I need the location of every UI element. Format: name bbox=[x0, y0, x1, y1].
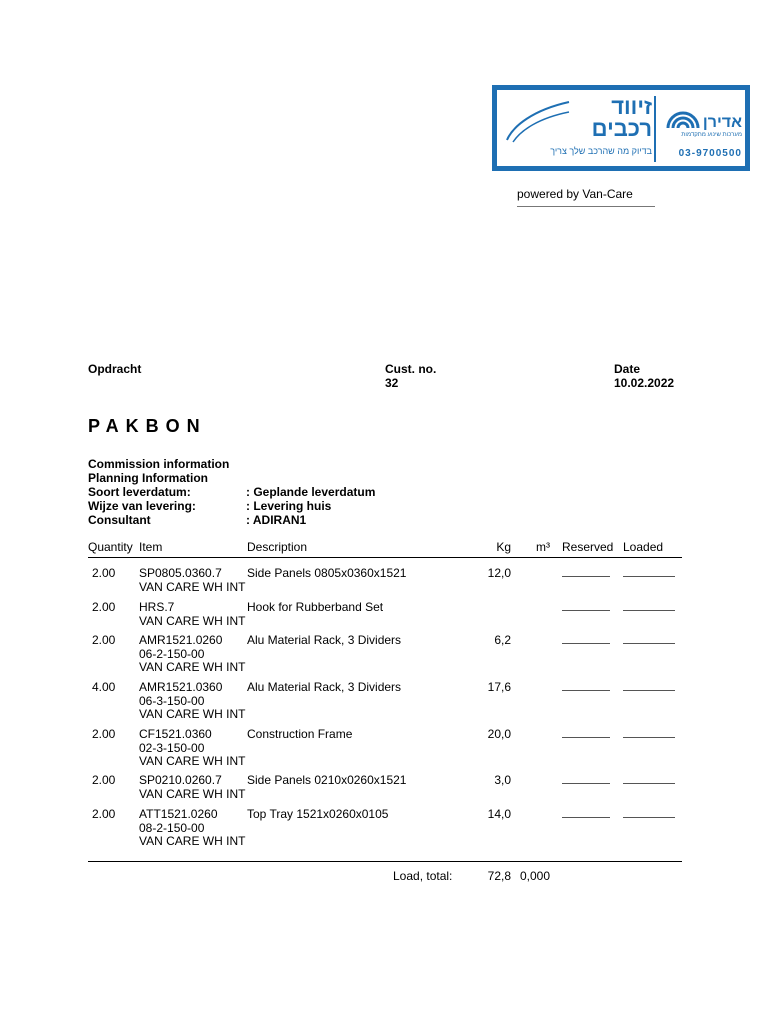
row-kg: 6,2 bbox=[494, 633, 511, 647]
m3-total: 0,000 bbox=[519, 869, 550, 883]
opdracht-label: Opdracht bbox=[88, 362, 142, 376]
custno-label: Cust. no. bbox=[385, 362, 437, 376]
header-rule bbox=[88, 557, 682, 558]
col-header-kg: Kg bbox=[496, 540, 511, 554]
row-description: Top Tray 1521x0260x0105 bbox=[247, 807, 389, 821]
row-item-code: AMR1521.0260 bbox=[139, 633, 223, 647]
row-item-warehouse: VAN CARE WH INT bbox=[139, 579, 246, 594]
logo-title-line1: זיווד bbox=[611, 94, 652, 119]
powered-by-text: powered by Van-Care bbox=[517, 187, 633, 201]
company-logo bbox=[492, 85, 750, 171]
row-loaded-blank bbox=[623, 808, 675, 818]
logo-divider bbox=[654, 96, 656, 162]
custno-value: 32 bbox=[385, 376, 399, 390]
commission-heading: Commission information bbox=[88, 457, 230, 471]
row-kg: 12,0 bbox=[487, 566, 511, 580]
row-item-code: SP0805.0360.7 bbox=[139, 566, 222, 580]
row-item-code: ATT1521.0260 bbox=[139, 807, 218, 821]
col-header-quantity: Quantity bbox=[88, 540, 133, 554]
col-header-reserved: Reserved bbox=[562, 540, 614, 554]
col-header-m3: m³ bbox=[536, 540, 550, 554]
row-item-warehouse: VAN CARE WH INT bbox=[139, 834, 246, 848]
load-total-label: Load, total: bbox=[393, 869, 453, 883]
info-value-consultant: : ADIRAN1 bbox=[246, 513, 307, 527]
row-quantity: 2.00 bbox=[92, 633, 116, 647]
col-header-description: Description bbox=[247, 540, 308, 554]
row-item-code: CF1521.0360 bbox=[139, 727, 212, 741]
row-quantity: 2.00 bbox=[92, 807, 116, 821]
logo-title-line2: רכבים bbox=[591, 116, 652, 141]
row-kg: 17,6 bbox=[487, 680, 511, 694]
row-reserved-blank bbox=[562, 808, 610, 818]
row-item-location: 06-3-150-00 bbox=[139, 693, 205, 708]
row-reserved-blank bbox=[562, 774, 610, 784]
row-item-location: 06-2-150-00 bbox=[139, 646, 205, 661]
footer-rule bbox=[88, 861, 682, 862]
row-loaded-blank bbox=[623, 728, 675, 738]
document-title: PAKBON bbox=[88, 416, 207, 436]
row-item-warehouse: VAN CARE WH INT bbox=[139, 660, 246, 674]
row-quantity: 2.00 bbox=[92, 727, 116, 741]
row-loaded-blank bbox=[623, 774, 675, 784]
row-reserved-blank bbox=[562, 634, 610, 644]
row-item-warehouse: VAN CARE WH INT bbox=[139, 786, 246, 801]
row-reserved-blank bbox=[562, 601, 610, 611]
logo-phone: 03-9700500 bbox=[678, 148, 742, 159]
row-kg: 14,0 bbox=[487, 807, 511, 821]
row-quantity: 2.00 bbox=[92, 600, 116, 614]
row-item-code: SP0210.0260.7 bbox=[139, 773, 222, 787]
col-header-loaded: Loaded bbox=[623, 540, 664, 554]
row-quantity: 2.00 bbox=[92, 773, 116, 787]
row-quantity: 4.00 bbox=[92, 680, 116, 694]
row-item-warehouse: VAN CARE WH INT bbox=[139, 613, 246, 628]
row-description: Side Panels 0210x0260x1521 bbox=[247, 773, 407, 787]
row-loaded-blank bbox=[623, 601, 675, 611]
info-label-consultant: Consultant bbox=[88, 513, 151, 527]
row-description: Hook for Rubberband Set bbox=[247, 600, 384, 614]
row-item-code: HRS.7 bbox=[139, 600, 175, 614]
row-item-code: AMR1521.0360 bbox=[139, 680, 223, 694]
logo-tagline: בדיוק מה שהרכב שלך צריך bbox=[550, 146, 652, 156]
vehicle-outline-icon bbox=[503, 96, 573, 146]
row-kg: 3,0 bbox=[494, 773, 511, 787]
row-loaded-blank bbox=[623, 567, 675, 577]
row-reserved-blank bbox=[562, 567, 610, 577]
row-quantity: 2.00 bbox=[92, 566, 116, 580]
col-header-item: Item bbox=[139, 540, 163, 554]
planning-heading: Planning Information bbox=[88, 471, 208, 485]
row-reserved-blank bbox=[562, 728, 610, 738]
row-item-location: 02-3-150-00 bbox=[139, 740, 205, 755]
row-description: Construction Frame bbox=[247, 727, 353, 741]
info-value-leverdatum: : Geplande leverdatum bbox=[246, 485, 376, 499]
row-item-warehouse: VAN CARE WH INT bbox=[139, 707, 246, 721]
row-item-location: 08-2-150-00 bbox=[139, 820, 205, 835]
row-description: Alu Material Rack, 3 Dividers bbox=[247, 633, 402, 647]
row-description: Side Panels 0805x0360x1521 bbox=[247, 566, 407, 580]
row-reserved-blank bbox=[562, 681, 610, 691]
date-label: Date bbox=[614, 362, 641, 376]
info-label-leverdatum: Soort leverdatum: bbox=[88, 485, 191, 499]
logo-brand-sub: מערכות שינוע מתקדמות bbox=[681, 132, 742, 138]
kg-total: 72,8 bbox=[487, 869, 511, 883]
logo-brand: אדירן bbox=[702, 114, 742, 131]
info-label-levering: Wijze van levering: bbox=[88, 499, 196, 513]
row-kg: 20,0 bbox=[487, 727, 511, 741]
row-item-warehouse: VAN CARE WH INT bbox=[139, 754, 246, 768]
date-value: 10.02.2022 bbox=[614, 376, 675, 390]
row-description: Alu Material Rack, 3 Dividers bbox=[247, 680, 402, 694]
row-loaded-blank bbox=[623, 681, 675, 691]
info-value-levering: : Levering huis bbox=[246, 499, 332, 513]
powered-by-underline bbox=[517, 206, 655, 207]
row-loaded-blank bbox=[623, 634, 675, 644]
